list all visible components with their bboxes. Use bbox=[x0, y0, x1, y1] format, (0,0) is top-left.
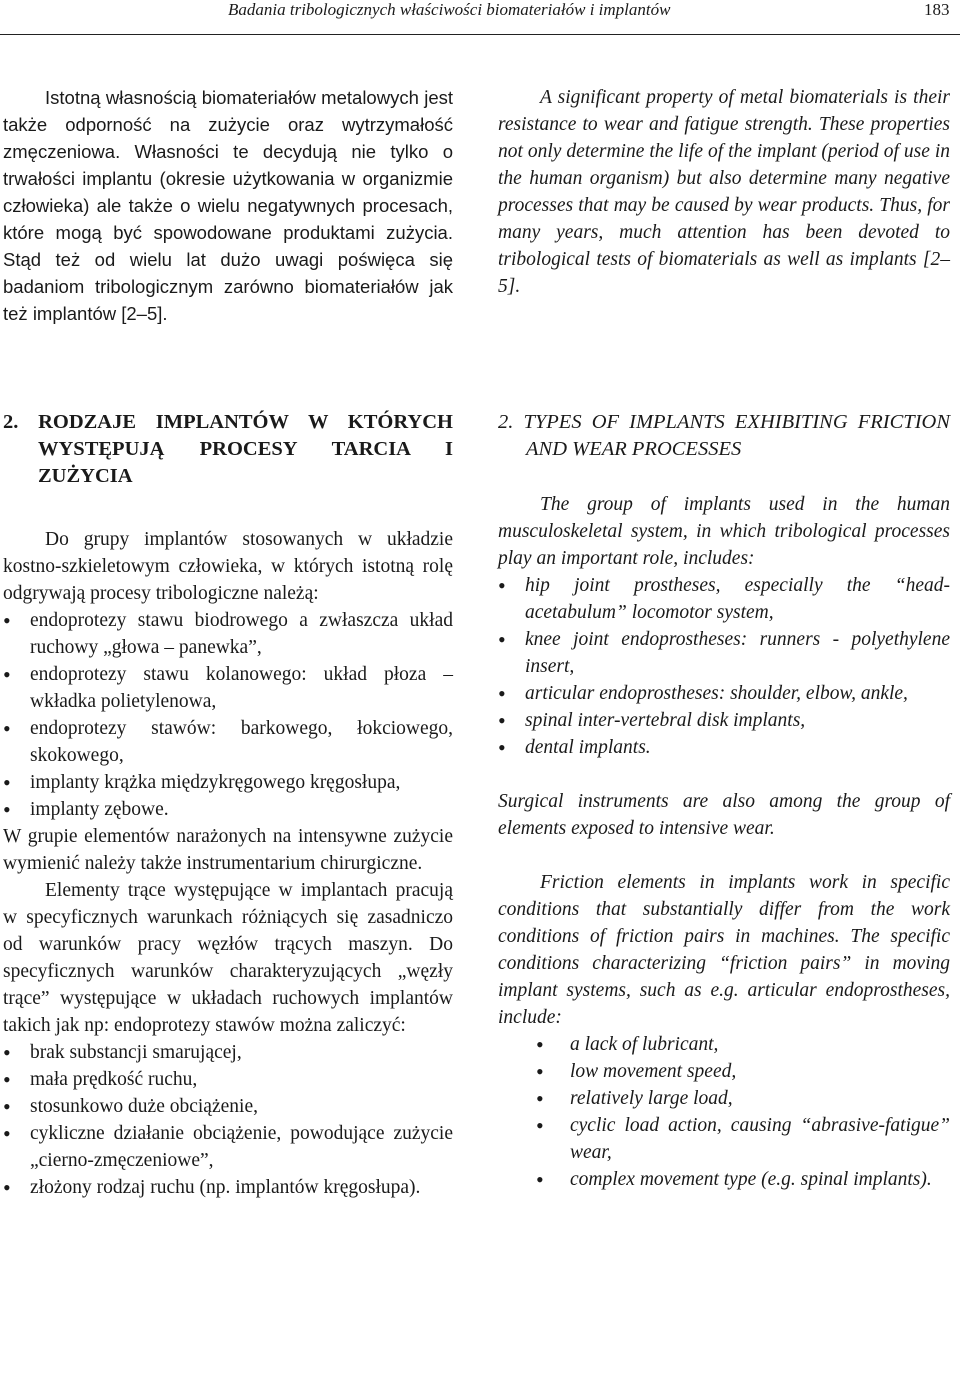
list-item: • knee joint endoprostheses: runners - polyethylene insert, bbox=[498, 626, 950, 680]
polish-section-2 bbox=[3, 409, 453, 1201]
list-item: • complex movement type (e.g. spinal implants). bbox=[498, 1166, 950, 1193]
list-item: • złożony rodzaj ruchu (np. implantów kręgosłupa). bbox=[3, 1174, 453, 1201]
list-item: • low movement speed, bbox=[498, 1058, 950, 1085]
list-item: • implanty zębowe. bbox=[3, 796, 453, 823]
polish-implant-group-paragraph: Do grupy implantów stosowanych w układzie kostno-szkieletowym człowieka, w których istotną rolę odgrywają procesy tribologiczne należą: bbox=[3, 529, 453, 604]
english-surgical-paragraph: Surgical instruments are also among the group of elements exposed to intensive wear. bbox=[498, 791, 950, 839]
polish-implant-list bbox=[3, 607, 453, 823]
english-section-heading: 2. TYPES OF IMPLANTS EXHIBITING FRICTION AND WEAR PROCESSES bbox=[498, 411, 950, 460]
english-section-2 bbox=[498, 409, 950, 1193]
polish-intro-block bbox=[3, 84, 453, 327]
polish-section-heading: 2. RODZAJE IMPLANTÓW W KTÓRYCH WYSTĘPUJĄ PROCESY TARCIA I ZUŻYCIA bbox=[3, 411, 453, 487]
english-friction-paragraph: Friction elements in implants work in specific conditions that substantially differ from the work conditions of friction pairs in machines. The specific conditions characterizing “friction pairs” in moving implant systems, such as e.g. articular endoprostheses, include: bbox=[498, 872, 950, 1028]
running-header bbox=[0, 0, 960, 38]
list-item: • articular endoprostheses: shoulder, elbow, ankle, bbox=[498, 680, 950, 707]
list-item: • relatively large load, bbox=[498, 1085, 950, 1112]
header-rule bbox=[0, 34, 960, 35]
list-item: • spinal inter-vertebral disk implants, bbox=[498, 707, 950, 734]
list-item: • mała prędkość ruchu, bbox=[3, 1066, 453, 1093]
english-intro-block bbox=[498, 84, 950, 300]
list-item: • hip joint prostheses, especially the “head-acetabulum” locomotor system, bbox=[498, 572, 950, 626]
english-implant-list bbox=[498, 572, 950, 761]
list-item: • brak substancji smarującej, bbox=[3, 1039, 453, 1066]
list-item: • cyclic load action, causing “abrasive-fatigue” wear, bbox=[498, 1112, 950, 1166]
polish-intro-paragraph: Istotną własnością biomateriałów metalowych jest także odporność na zużycie oraz wytrzymałość zmęczeniowa. Własności te decydują nie tylko o trwałości implantu (okresie użytkowania w organizmie człowieka) ale także o wielu negatywnych procesach, które mogą być spowodowane produktami zużycia. Stąd też od wielu lat dużo uwagi poświęca się badaniom tribologicznym zarówno biomateriałów jak też implantów [2–5]. bbox=[3, 87, 453, 324]
polish-friction-paragraph: Elementy trące występujące w implantach pracują w specyficznych warunkach różniących się zasadniczo od warunków pracy węzłów trących maszyn. Do specyficznych warunków charakteryzujących „węzły trące” występujące w układach ruchowych implantów takich jak np: endoprotezy stawów można zaliczyć: bbox=[3, 880, 453, 1036]
list-item: • cykliczne działanie obciążenie, powodujące zużycie „cierno-zmęczeniowe”, bbox=[3, 1120, 453, 1174]
list-item: • endoprotezy stawu kolanowego: układ płoza – wkładka polietylenowa, bbox=[3, 661, 453, 715]
english-conditions-list bbox=[498, 1031, 950, 1193]
list-item: • implanty krążka międzykręgowego kręgosłupa, bbox=[3, 769, 453, 796]
english-intro-paragraph: A significant property of metal biomaterials is their resistance to wear and fatigue strength. These properties not only determine the life of the implant (period of use in the human organism) but also determine many negative processes that may be caused by wear products. Thus, for many years, much attention has been devoted to tribological tests of biomaterials as well as implants [2–5]. bbox=[498, 87, 950, 297]
polish-surgical-paragraph: W grupie elementów narażonych na intensywne zużycie wymienić należy także instrumentarium chirurgiczne. bbox=[3, 826, 453, 874]
polish-conditions-list bbox=[3, 1039, 453, 1201]
running-header-title: Badania tribologicznych właściwości biomateriałów i implantów bbox=[228, 0, 671, 19]
list-item: • a lack of lubricant, bbox=[498, 1031, 950, 1058]
list-item: • stosunkowo duże obciążenie, bbox=[3, 1093, 453, 1120]
page-number: 183 bbox=[924, 0, 950, 19]
english-implant-group-paragraph: The group of implants used in the human musculoskeletal system, in which tribological processes play an important role, includes: bbox=[498, 494, 950, 569]
list-item: • dental implants. bbox=[498, 734, 950, 761]
list-item: • endoprotezy stawu biodrowego a zwłaszcza układ ruchowy „głowa – panewka”, bbox=[3, 607, 453, 661]
list-item: • endoprotezy stawów: barkowego, łokciowego, skokowego, bbox=[3, 715, 453, 769]
